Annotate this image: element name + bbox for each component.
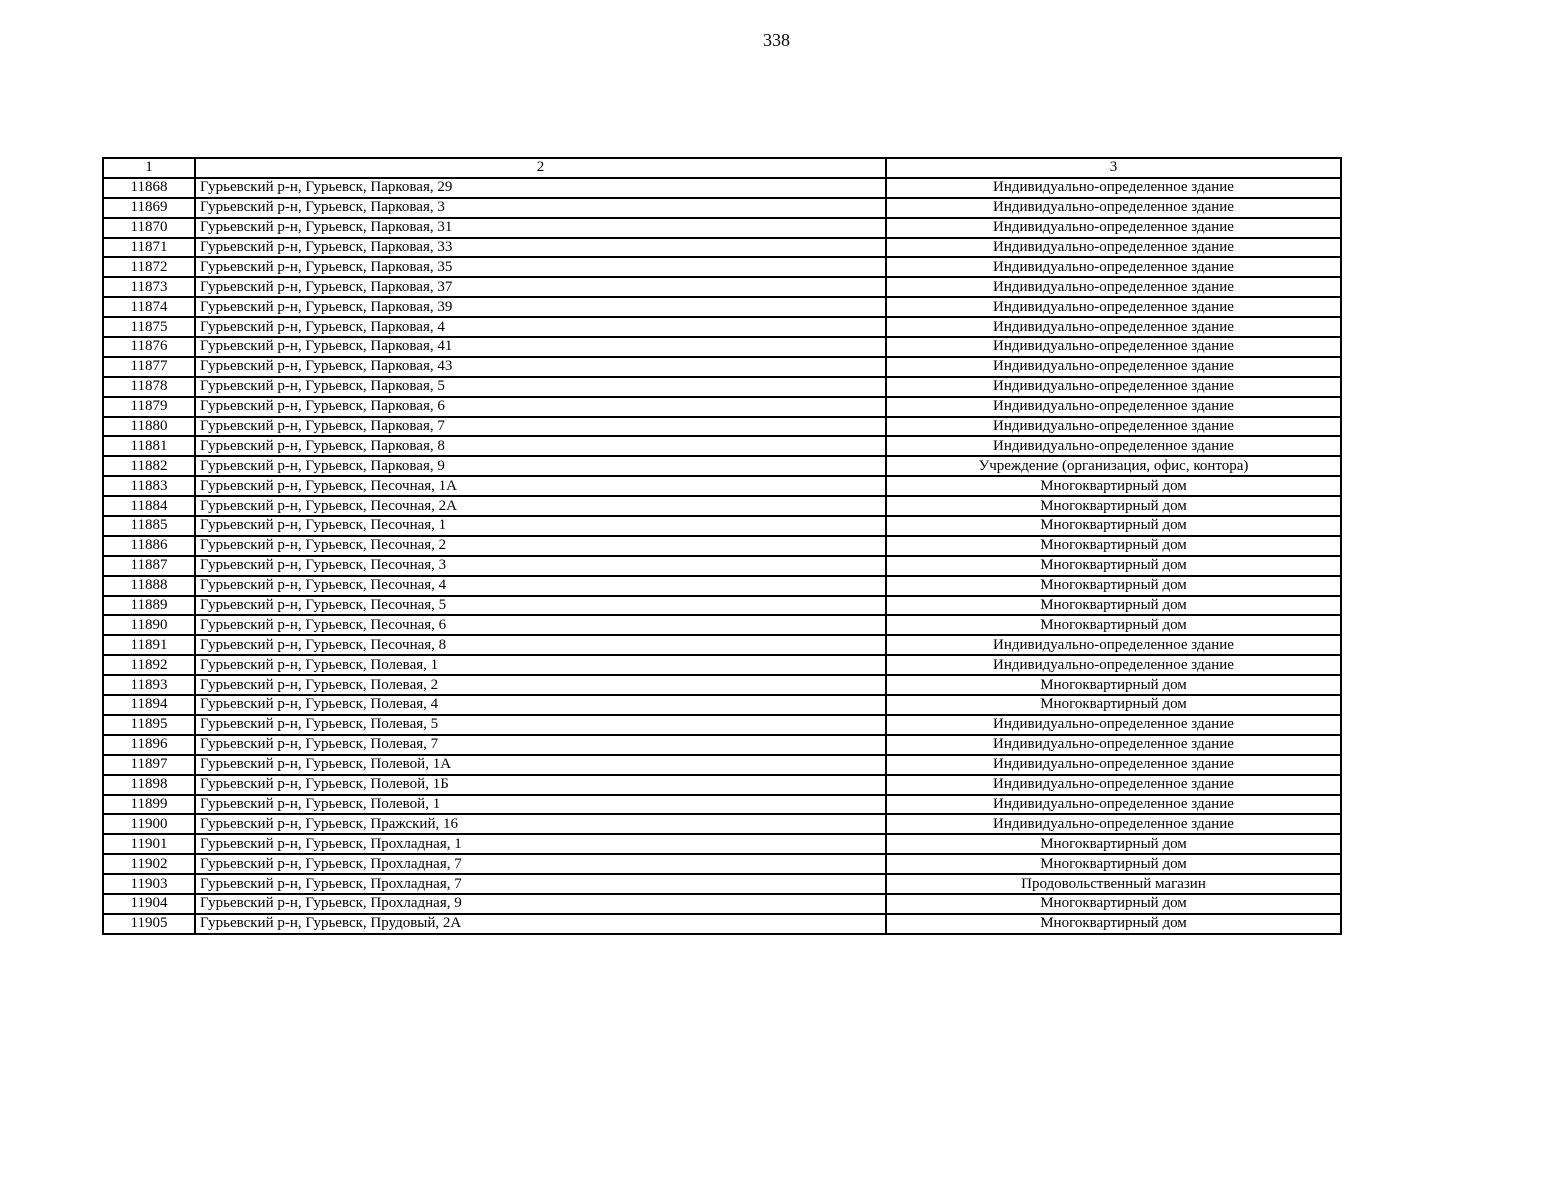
building-type-cell: Многоквартирный дом <box>886 834 1341 854</box>
row-number-cell: 11885 <box>103 516 195 536</box>
building-type-cell: Индивидуально-определенное здание <box>886 635 1341 655</box>
address-cell: Гурьевский р-н, Гурьевск, Парковая, 41 <box>195 337 886 357</box>
building-type-cell: Индивидуально-определенное здание <box>886 735 1341 755</box>
address-cell: Гурьевский р-н, Гурьевск, Полевая, 2 <box>195 675 886 695</box>
table-row <box>103 814 1341 834</box>
address-cell: Гурьевский р-н, Гурьевск, Парковая, 29 <box>195 178 886 198</box>
row-number-cell: 11898 <box>103 775 195 795</box>
address-cell: Гурьевский р-н, Гурьевск, Песочная, 4 <box>195 576 886 596</box>
table-row <box>103 337 1341 357</box>
row-number-cell: 11872 <box>103 257 195 277</box>
table-row <box>103 675 1341 695</box>
table-row <box>103 854 1341 874</box>
address-cell: Гурьевский р-н, Гурьевск, Песочная, 1 <box>195 516 886 536</box>
address-cell: Гурьевский р-н, Гурьевск, Парковая, 37 <box>195 277 886 297</box>
building-type-cell: Индивидуально-определенное здание <box>886 178 1341 198</box>
building-type-cell: Многоквартирный дом <box>886 914 1341 934</box>
row-number-cell: 11886 <box>103 536 195 556</box>
table-row <box>103 317 1341 337</box>
table-row <box>103 834 1341 854</box>
building-type-cell: Многоквартирный дом <box>886 516 1341 536</box>
building-type-cell: Индивидуально-определенное здание <box>886 397 1341 417</box>
address-cell: Гурьевский р-н, Гурьевск, Парковая, 5 <box>195 377 886 397</box>
row-number-cell: 11876 <box>103 337 195 357</box>
address-cell: Гурьевский р-н, Гурьевск, Песочная, 2 <box>195 536 886 556</box>
address-cell: Гурьевский р-н, Гурьевск, Парковая, 4 <box>195 317 886 337</box>
table-row <box>103 735 1341 755</box>
table-row <box>103 874 1341 894</box>
address-cell: Гурьевский р-н, Гурьевск, Полевая, 4 <box>195 695 886 715</box>
building-type-cell: Многоквартирный дом <box>886 675 1341 695</box>
building-type-cell: Индивидуально-определенное здание <box>886 417 1341 437</box>
table-row <box>103 775 1341 795</box>
table-row <box>103 297 1341 317</box>
address-cell: Гурьевский р-н, Гурьевск, Песочная, 1А <box>195 476 886 496</box>
address-cell: Гурьевский р-н, Гурьевск, Парковая, 8 <box>195 436 886 456</box>
address-cell: Гурьевский р-н, Гурьевск, Песочная, 3 <box>195 556 886 576</box>
building-type-cell: Индивидуально-определенное здание <box>886 357 1341 377</box>
table-row <box>103 635 1341 655</box>
building-type-cell: Индивидуально-определенное здание <box>886 795 1341 815</box>
table-row <box>103 695 1341 715</box>
building-type-cell: Индивидуально-определенное здание <box>886 775 1341 795</box>
row-number-cell: 11869 <box>103 198 195 218</box>
building-type-cell: Многоквартирный дом <box>886 615 1341 635</box>
table-row <box>103 476 1341 496</box>
building-type-cell: Продовольственный магазин <box>886 874 1341 894</box>
building-type-cell: Индивидуально-определенное здание <box>886 317 1341 337</box>
building-type-cell: Индивидуально-определенное здание <box>886 655 1341 675</box>
table-row <box>103 238 1341 258</box>
address-cell: Гурьевский р-н, Гурьевск, Парковая, 7 <box>195 417 886 437</box>
page-number: 338 <box>763 30 790 50</box>
table-row <box>103 655 1341 675</box>
address-cell: Гурьевский р-н, Гурьевск, Песочная, 8 <box>195 635 886 655</box>
table-row <box>103 556 1341 576</box>
address-cell: Гурьевский р-н, Гурьевск, Песочная, 5 <box>195 596 886 616</box>
row-number-cell: 11903 <box>103 874 195 894</box>
row-number-cell: 11880 <box>103 417 195 437</box>
address-cell: Гурьевский р-н, Гурьевск, Парковая, 6 <box>195 397 886 417</box>
table-row <box>103 456 1341 476</box>
building-type-cell: Индивидуально-определенное здание <box>886 218 1341 238</box>
registry-table-body <box>103 158 1341 934</box>
table-row <box>103 715 1341 735</box>
table-row <box>103 755 1341 775</box>
address-cell: Гурьевский р-н, Гурьевск, Полевая, 1 <box>195 655 886 675</box>
row-number-cell: 11868 <box>103 178 195 198</box>
address-cell: Гурьевский р-н, Гурьевск, Прохладная, 1 <box>195 834 886 854</box>
table-row <box>103 178 1341 198</box>
row-number-cell: 11901 <box>103 834 195 854</box>
row-number-cell: 11891 <box>103 635 195 655</box>
row-number-cell: 11884 <box>103 496 195 516</box>
building-type-cell: Индивидуально-определенное здание <box>886 337 1341 357</box>
row-number-cell: 11905 <box>103 914 195 934</box>
address-cell: Гурьевский р-н, Гурьевск, Парковая, 39 <box>195 297 886 317</box>
address-cell: Гурьевский р-н, Гурьевск, Прохладная, 7 <box>195 874 886 894</box>
row-number-cell: 11888 <box>103 576 195 596</box>
building-type-cell: Индивидуально-определенное здание <box>886 277 1341 297</box>
row-number-cell: 11889 <box>103 596 195 616</box>
row-number-cell: 11873 <box>103 277 195 297</box>
table-header-row <box>103 158 1341 178</box>
table-row <box>103 417 1341 437</box>
row-number-cell: 11877 <box>103 357 195 377</box>
row-number-cell: 11875 <box>103 317 195 337</box>
table-row <box>103 516 1341 536</box>
row-number-cell: 11892 <box>103 655 195 675</box>
table-row <box>103 576 1341 596</box>
address-cell: Гурьевский р-н, Гурьевск, Полевой, 1А <box>195 755 886 775</box>
building-type-cell: Многоквартирный дом <box>886 695 1341 715</box>
address-cell: Гурьевский р-н, Гурьевск, Пражский, 16 <box>195 814 886 834</box>
column-header-2: 2 <box>195 158 886 178</box>
row-number-cell: 11899 <box>103 795 195 815</box>
table-row <box>103 914 1341 934</box>
column-header-3: 3 <box>886 158 1341 178</box>
row-number-cell: 11896 <box>103 735 195 755</box>
building-type-cell: Индивидуально-определенное здание <box>886 257 1341 277</box>
row-number-cell: 11900 <box>103 814 195 834</box>
table-row <box>103 257 1341 277</box>
row-number-cell: 11879 <box>103 397 195 417</box>
address-cell: Гурьевский р-н, Гурьевск, Парковая, 9 <box>195 456 886 476</box>
table-row <box>103 436 1341 456</box>
building-type-cell: Индивидуально-определенное здание <box>886 238 1341 258</box>
address-cell: Гурьевский р-н, Гурьевск, Парковая, 35 <box>195 257 886 277</box>
table-row <box>103 218 1341 238</box>
row-number-cell: 11878 <box>103 377 195 397</box>
table-row <box>103 357 1341 377</box>
row-number-cell: 11871 <box>103 238 195 258</box>
building-type-cell: Учреждение (организация, офис, контора) <box>886 456 1341 476</box>
table-row <box>103 894 1341 914</box>
building-type-cell: Многоквартирный дом <box>886 854 1341 874</box>
address-cell: Гурьевский р-н, Гурьевск, Полевой, 1Б <box>195 775 886 795</box>
column-header-1: 1 <box>103 158 195 178</box>
row-number-cell: 11895 <box>103 715 195 735</box>
building-type-cell: Индивидуально-определенное здание <box>886 715 1341 735</box>
table-row <box>103 795 1341 815</box>
table-row <box>103 277 1341 297</box>
row-number-cell: 11883 <box>103 476 195 496</box>
building-type-cell: Индивидуально-определенное здание <box>886 377 1341 397</box>
building-type-cell: Индивидуально-определенное здание <box>886 814 1341 834</box>
address-cell: Гурьевский р-н, Гурьевск, Парковая, 43 <box>195 357 886 377</box>
table-row <box>103 615 1341 635</box>
row-number-cell: 11887 <box>103 556 195 576</box>
address-cell: Гурьевский р-н, Гурьевск, Прохладная, 7 <box>195 854 886 874</box>
row-number-cell: 11893 <box>103 675 195 695</box>
building-type-cell: Многоквартирный дом <box>886 496 1341 516</box>
table-row <box>103 596 1341 616</box>
building-type-cell: Многоквартирный дом <box>886 556 1341 576</box>
building-type-cell: Многоквартирный дом <box>886 476 1341 496</box>
address-cell: Гурьевский р-н, Гурьевск, Песочная, 2А <box>195 496 886 516</box>
address-cell: Гурьевский р-н, Гурьевск, Полевой, 1 <box>195 795 886 815</box>
address-cell: Гурьевский р-н, Гурьевск, Полевая, 5 <box>195 715 886 735</box>
table-row <box>103 397 1341 417</box>
building-type-cell: Индивидуально-определенное здание <box>886 436 1341 456</box>
table-row <box>103 496 1341 516</box>
address-cell: Гурьевский р-н, Гурьевск, Парковая, 3 <box>195 198 886 218</box>
building-type-cell: Многоквартирный дом <box>886 596 1341 616</box>
row-number-cell: 11897 <box>103 755 195 775</box>
row-number-cell: 11870 <box>103 218 195 238</box>
building-type-cell: Многоквартирный дом <box>886 894 1341 914</box>
address-cell: Гурьевский р-н, Гурьевск, Прохладная, 9 <box>195 894 886 914</box>
address-cell: Гурьевский р-н, Гурьевск, Полевая, 7 <box>195 735 886 755</box>
registry-table <box>102 157 1342 935</box>
address-cell: Гурьевский р-н, Гурьевск, Парковая, 33 <box>195 238 886 258</box>
table-row <box>103 198 1341 218</box>
address-cell: Гурьевский р-н, Гурьевск, Песочная, 6 <box>195 615 886 635</box>
row-number-cell: 11882 <box>103 456 195 476</box>
address-cell: Гурьевский р-н, Гурьевск, Прудовый, 2А <box>195 914 886 934</box>
building-type-cell: Индивидуально-определенное здание <box>886 198 1341 218</box>
row-number-cell: 11874 <box>103 297 195 317</box>
row-number-cell: 11881 <box>103 436 195 456</box>
row-number-cell: 11904 <box>103 894 195 914</box>
building-type-cell: Индивидуально-определенное здание <box>886 755 1341 775</box>
building-type-cell: Индивидуально-определенное здание <box>886 297 1341 317</box>
table-row <box>103 377 1341 397</box>
row-number-cell: 11890 <box>103 615 195 635</box>
address-cell: Гурьевский р-н, Гурьевск, Парковая, 31 <box>195 218 886 238</box>
row-number-cell: 11894 <box>103 695 195 715</box>
row-number-cell: 11902 <box>103 854 195 874</box>
table-row <box>103 536 1341 556</box>
building-type-cell: Многоквартирный дом <box>886 576 1341 596</box>
building-type-cell: Многоквартирный дом <box>886 536 1341 556</box>
